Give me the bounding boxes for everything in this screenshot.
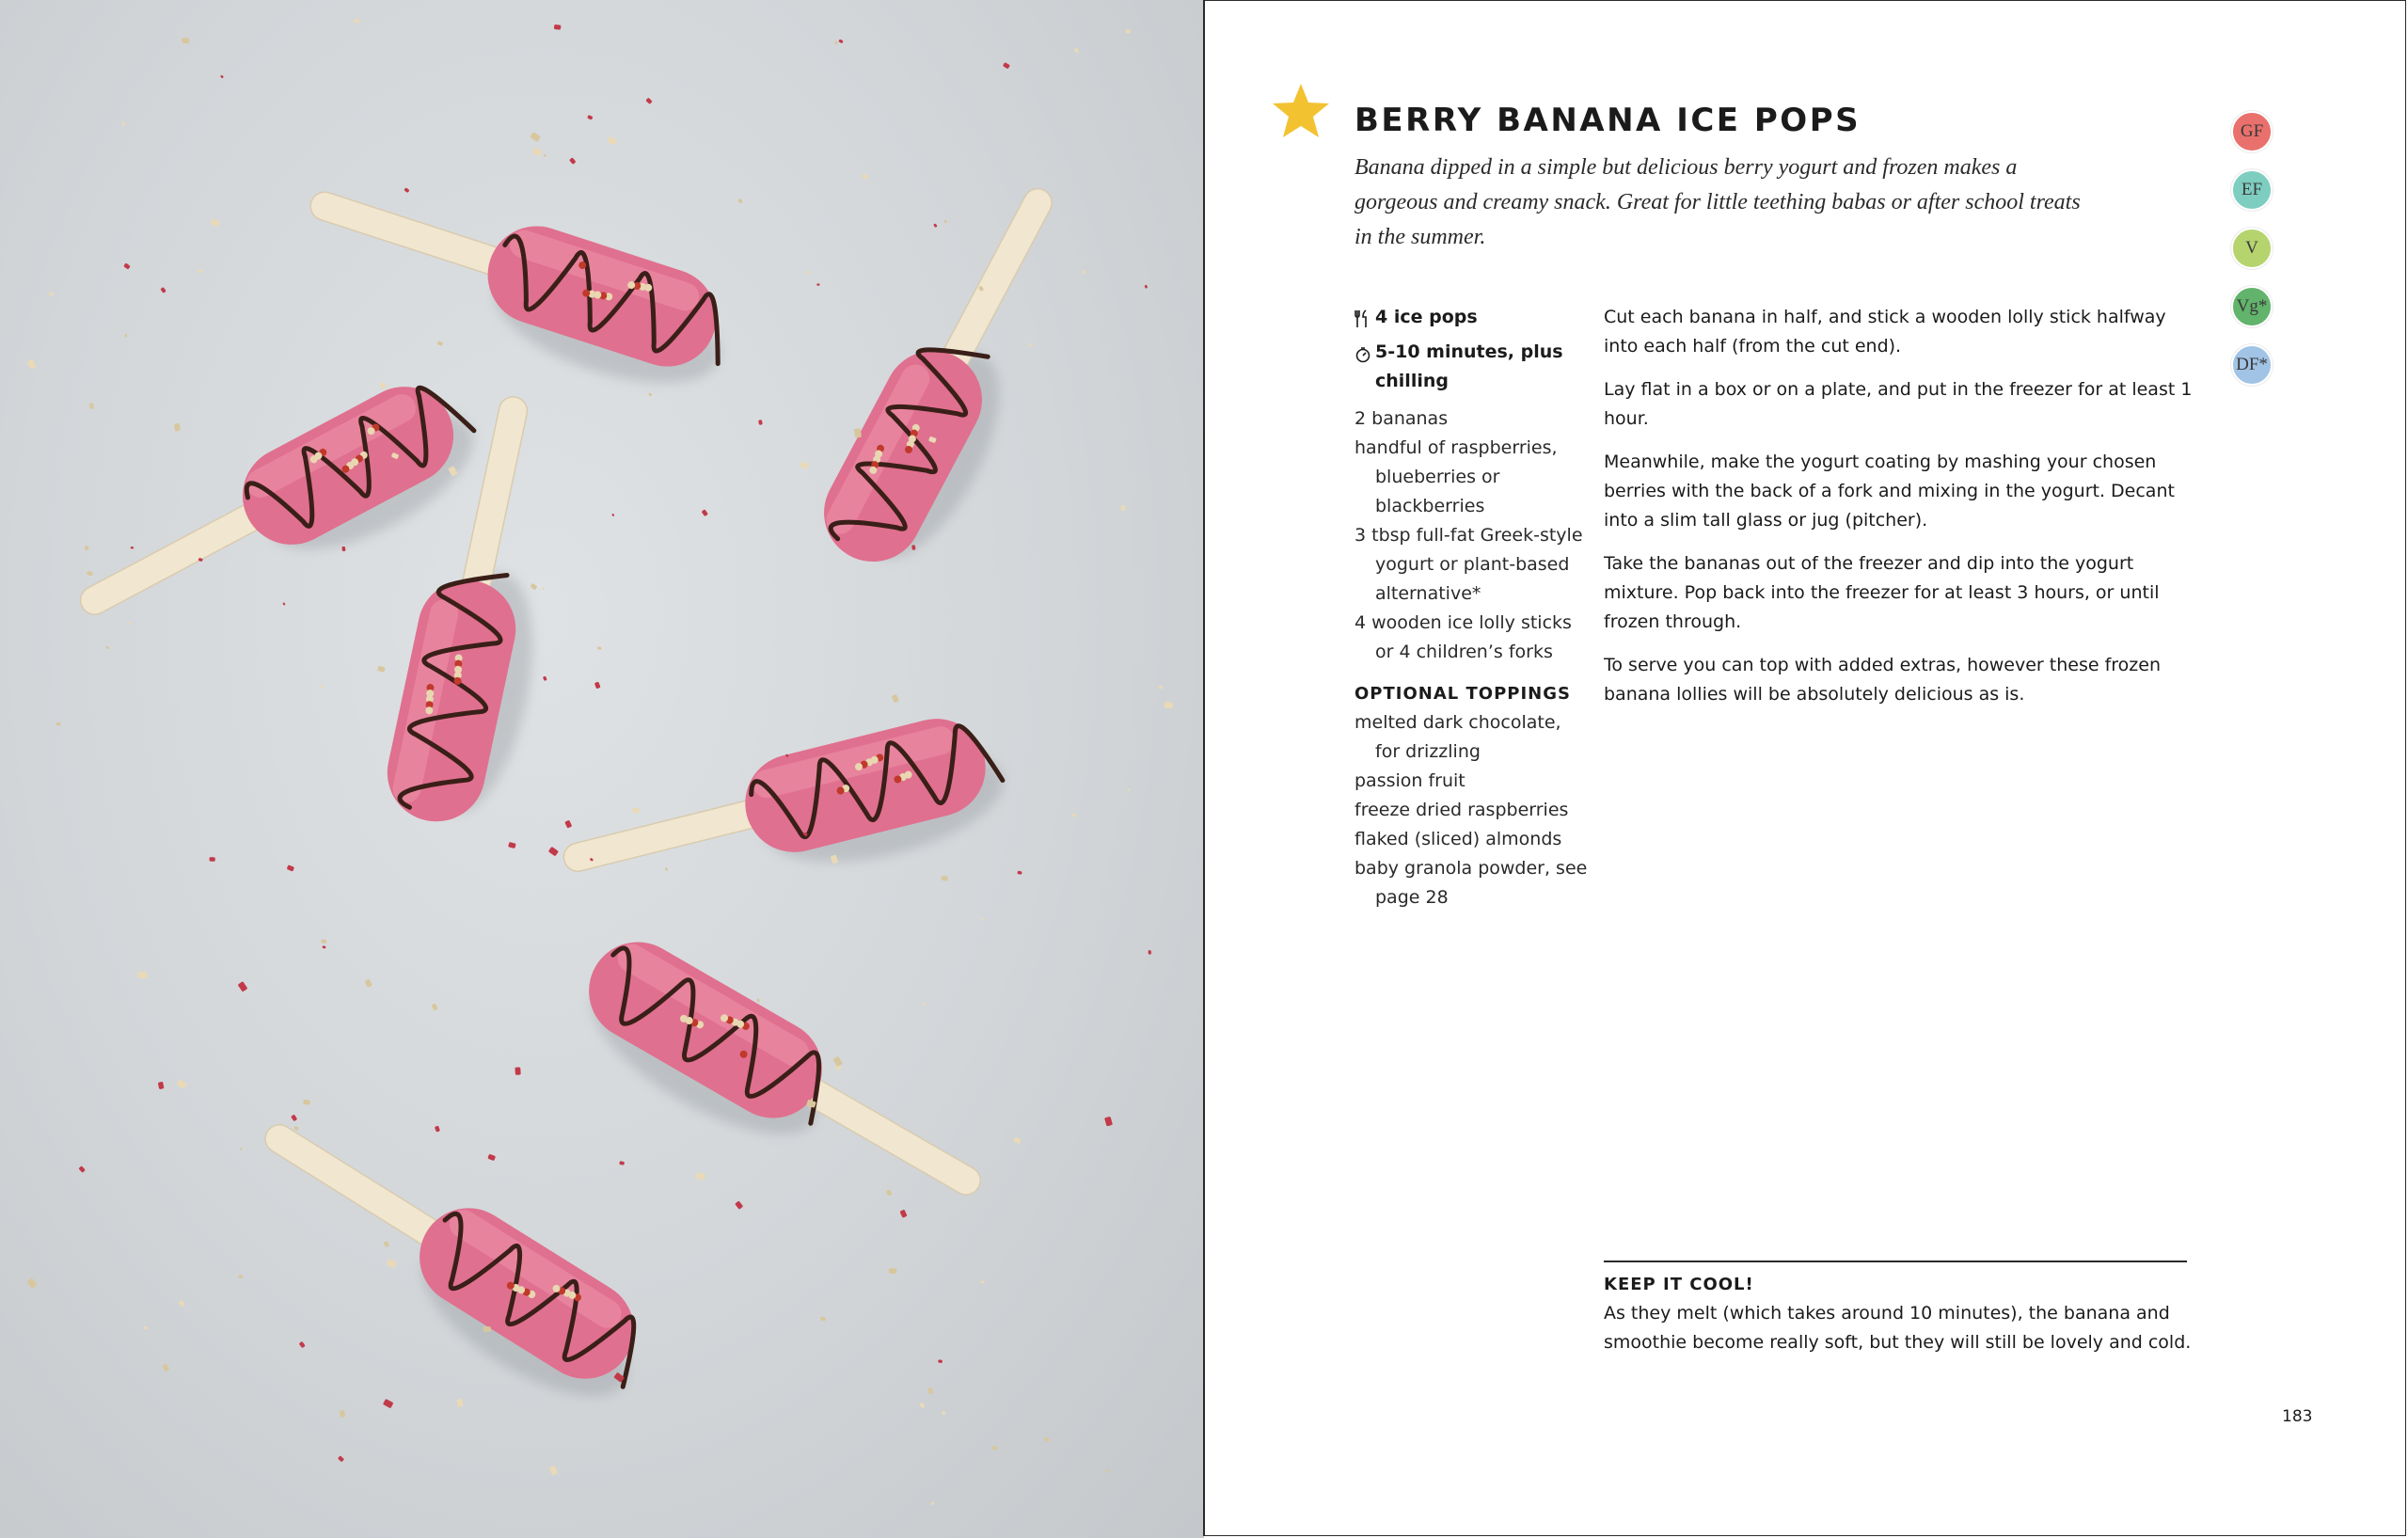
crumb: [319, 685, 324, 690]
crumb: [938, 1359, 943, 1363]
crumb: [198, 269, 203, 273]
crumb: [735, 1200, 743, 1210]
crumb: [930, 1501, 934, 1505]
crumb: [124, 334, 127, 338]
crumb: [487, 1154, 496, 1161]
timer-icon: [1354, 338, 1375, 373]
crumb: [386, 1259, 397, 1269]
ingredient-item: 4 wooden ice lolly sticks or 4 children’s forks: [1354, 612, 1572, 662]
recipe-meta: [1354, 303, 1580, 396]
crumb: [1128, 788, 1131, 792]
crumb: [530, 132, 541, 142]
crumb: [483, 1326, 491, 1332]
crumb: [291, 1115, 297, 1122]
crumb: [1148, 950, 1151, 955]
crumb: [78, 1165, 86, 1173]
page-number: 183: [2282, 1407, 2313, 1426]
crumb: [532, 148, 543, 156]
crumb: [238, 981, 248, 992]
crumb: [49, 292, 54, 295]
crumb: [176, 1079, 187, 1089]
crumb: [597, 646, 602, 650]
crumb: [123, 262, 131, 269]
crumb: [1044, 1436, 1051, 1442]
crumb: [1125, 29, 1131, 34]
crumb: [121, 121, 126, 126]
ingredient-item: 3 tbsp full-fat Greek-style yogurt or plant-based alternative*: [1354, 525, 1583, 604]
crumb: [923, 1002, 927, 1006]
crumb: [383, 1399, 394, 1408]
crumb: [664, 867, 668, 871]
crumb: [607, 136, 617, 146]
crumb: [209, 857, 215, 862]
crumb: [130, 547, 134, 549]
method-step: Lay flat in a box or on a plate, and put in the freezer for at least 1 hour.: [1604, 379, 2193, 429]
crumb: [1104, 1117, 1113, 1127]
ingredient-item: handful of raspberries, blueberries or blackberries: [1354, 437, 1558, 516]
topping-item: flaked (sliced) almonds: [1354, 829, 1562, 849]
crumb: [886, 1189, 893, 1197]
crumb: [554, 24, 562, 30]
crumb: [341, 547, 345, 551]
crumb: [800, 461, 809, 469]
crumb: [322, 945, 325, 949]
crumb: [548, 847, 559, 857]
crumb: [26, 1277, 38, 1289]
toppings-heading: OPTIONAL TOPPINGS: [1354, 684, 1571, 704]
crumb: [1017, 871, 1022, 875]
crumb: [889, 1268, 896, 1274]
crumb: [933, 223, 938, 228]
dietary-badges: [2231, 111, 2276, 403]
cutlery-icon: [1354, 303, 1375, 338]
crumb: [321, 939, 326, 943]
crumb: [991, 1446, 997, 1451]
crumb: [84, 545, 89, 550]
topping-item: melted dark chocolate, for drizzling: [1354, 712, 1561, 762]
crumb: [354, 19, 359, 23]
crumb: [431, 1003, 437, 1010]
method-step: Take the bananas out of the freezer and dip into the yogurt mixture. Pop back into the freezer for at least 3 hours, or until frozen through.: [1604, 553, 2160, 632]
recipe-intro: Banana dipped in a simple but delicious berry yogurt and frozen makes a gorgeous and creamy snack. Great for little teething babas or after school treats in the summer.: [1354, 155, 2081, 249]
crumb: [942, 1411, 945, 1416]
crumb: [758, 420, 763, 425]
crumb: [927, 1387, 933, 1394]
badge-vegetarian: V: [2231, 228, 2273, 269]
method-steps: [1604, 303, 2196, 723]
crumb: [981, 917, 985, 920]
crumb: [158, 1082, 165, 1089]
crumb: [383, 1241, 389, 1247]
crumb: [137, 972, 147, 979]
crumb: [892, 694, 900, 704]
badge-gluten-free: GF: [2231, 111, 2273, 152]
crumb: [1074, 48, 1080, 54]
serves-text: 4 ice pops: [1375, 307, 1478, 327]
crumb: [303, 1100, 310, 1105]
crumb: [564, 820, 572, 829]
crumb: [569, 157, 576, 165]
crumb: [619, 1161, 625, 1165]
crumb: [508, 842, 516, 848]
lolly-stick: [561, 795, 777, 875]
star-icon: [1270, 81, 1332, 143]
crumb: [340, 1410, 345, 1418]
time-text-line1: 5-10 minutes, plus: [1375, 341, 1563, 362]
crumb: [127, 622, 131, 625]
crumb: [587, 115, 593, 120]
crumb: [1013, 1136, 1022, 1144]
crumb: [220, 74, 224, 78]
crumb: [239, 1148, 243, 1150]
crumb: [820, 1316, 827, 1321]
crumb: [55, 722, 60, 726]
ice-pop: [229, 1090, 664, 1425]
tip-box: [1604, 1270, 2206, 1357]
crumb: [695, 1172, 705, 1181]
crumb: [943, 219, 947, 223]
crumb: [544, 153, 547, 157]
crumb: [364, 978, 372, 987]
crumb: [543, 676, 547, 682]
crumb: [756, 998, 760, 1003]
method-step: Cut each banana in half, and stick a wooden lolly stick halfway into each half (from the cut end).: [1604, 307, 2166, 357]
badge-vegan: Vg*: [2231, 286, 2273, 327]
ingredient-item: 2 bananas: [1354, 408, 1449, 429]
time-row: [1354, 338, 1580, 396]
crumb: [919, 1402, 925, 1408]
crumb: [737, 198, 743, 204]
badge-dairy-free: DF*: [2231, 344, 2273, 386]
crumb: [211, 218, 220, 226]
crumb: [1072, 814, 1077, 817]
crumb: [1120, 505, 1126, 512]
crumb: [549, 1466, 559, 1476]
ice-pop: [807, 167, 1109, 591]
recipe-title: BERRY BANANA ICE POPS: [1354, 102, 1861, 139]
crumb: [899, 1210, 907, 1218]
crumb: [238, 1275, 243, 1278]
tip-body: As they melt (which takes around 10 minutes), the banana and smoothie become really soft, but they will still be lovely and cold.: [1604, 1303, 2192, 1353]
crumb: [179, 1300, 186, 1308]
tip-divider: [1604, 1261, 2187, 1262]
crumb: [834, 40, 838, 44]
crumb: [437, 341, 444, 346]
crumb: [611, 514, 614, 517]
ingredients-list: [1354, 404, 1590, 912]
crumb: [1029, 343, 1033, 347]
ice-pop: [289, 155, 742, 406]
crumb: [645, 98, 652, 104]
topping-item: freeze dried raspberries: [1354, 800, 1569, 820]
ice-pop: [559, 924, 1003, 1251]
serves-row: [1354, 303, 1580, 338]
crumb: [1159, 686, 1164, 690]
crumb: [594, 682, 601, 690]
crumb: [838, 39, 844, 43]
topping-item: passion fruit: [1354, 770, 1465, 791]
crumb: [862, 173, 868, 180]
time-text-line2: chilling: [1375, 371, 1449, 391]
crumb: [162, 1363, 169, 1372]
crumb: [160, 287, 166, 293]
crumb: [542, 587, 545, 589]
crumb: [182, 38, 189, 43]
crumb: [105, 645, 109, 649]
method-step: To serve you can top with added extras, however these frozen banana lollies will be absolutely delicious as is.: [1604, 655, 2161, 705]
crumb: [143, 1325, 148, 1330]
crumb: [26, 359, 37, 371]
crumb: [816, 283, 820, 286]
crumb: [832, 1056, 843, 1068]
crumb: [456, 1399, 463, 1407]
crumb: [702, 509, 708, 516]
badge-egg-free: EF: [2231, 169, 2273, 211]
crumb: [435, 1126, 440, 1133]
crumb: [377, 666, 386, 673]
method-step: Meanwhile, make the yogurt coating by mashing your chosen berries with the back of a fork and mixing in the yogurt. Decant into a slim tall glass or jug (pitcher).: [1604, 452, 2175, 531]
crumb: [941, 876, 948, 881]
crumb: [1105, 1469, 1109, 1473]
crumb: [87, 571, 93, 577]
crumb: [1164, 701, 1173, 708]
crumb: [648, 392, 653, 397]
crumb: [174, 423, 181, 432]
crumb: [980, 1280, 985, 1284]
crumb: [338, 1455, 344, 1462]
crumb: [293, 1125, 299, 1131]
crumb: [379, 382, 387, 389]
ice-pop: [552, 706, 1014, 932]
crumb: [282, 602, 285, 606]
crumb: [404, 187, 409, 193]
crumb: [89, 403, 94, 409]
crumb: [530, 583, 537, 591]
crumb: [854, 428, 862, 438]
crumb: [1145, 285, 1149, 289]
crumb: [632, 807, 640, 813]
crumb: [805, 271, 809, 274]
crumb: [1082, 270, 1085, 275]
crumb: [515, 1067, 520, 1075]
crumb: [287, 864, 294, 871]
tip-heading: KEEP IT COOL!: [1604, 1275, 1754, 1294]
crumb: [299, 1341, 306, 1348]
crumb: [1003, 62, 1010, 69]
topping-item: baby granola powder, see page 28: [1354, 858, 1588, 908]
